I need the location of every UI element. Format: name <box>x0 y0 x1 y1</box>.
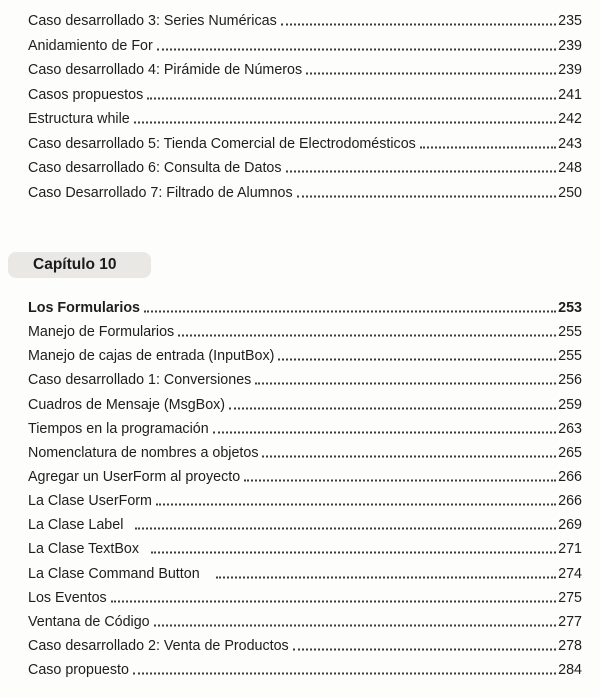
dot-leader <box>306 73 556 75</box>
toc-entry <box>28 610 582 634</box>
toc-entry <box>28 465 582 489</box>
toc-entry-page: 239 <box>558 62 582 79</box>
toc-entry-page: 278 <box>558 638 582 655</box>
toc-entry-title: La Clase TextBox <box>28 541 147 558</box>
toc-entry <box>28 34 582 59</box>
toc-entry <box>28 489 582 513</box>
toc-entry <box>28 393 582 417</box>
toc-entry-page: 241 <box>558 86 582 103</box>
toc-entry-title: Estructura while <box>28 111 130 128</box>
toc-entry-title: Caso desarrollado 6: Consulta de Datos <box>28 160 282 177</box>
toc-entry <box>28 83 582 108</box>
dot-leader <box>281 24 556 26</box>
toc-entry-page: 255 <box>558 348 582 365</box>
toc-entry <box>28 634 582 658</box>
dot-leader <box>229 407 556 409</box>
toc-entry-page: 250 <box>558 184 582 201</box>
toc-entry-title: Caso desarrollado 2: Venta de Productos <box>28 638 289 655</box>
dot-leader <box>133 673 556 675</box>
toc-entry-title: Casos propuestos <box>28 86 144 103</box>
dot-leader <box>297 195 557 197</box>
dot-leader <box>420 146 556 148</box>
dot-leader <box>157 48 556 50</box>
toc-entry-page: 242 <box>558 111 582 128</box>
toc-entry-title: Nomenclatura de nombres a objetos <box>28 444 259 461</box>
toc-entry <box>28 156 582 181</box>
chapter-heading: Capítulo 10 <box>8 252 151 278</box>
toc-entry <box>28 441 582 465</box>
dot-leader <box>278 359 556 361</box>
toc-entry-title: Caso desarrollado 5: Tienda Comercial de Electrodomésticos <box>28 135 416 152</box>
dot-leader <box>111 600 556 602</box>
dot-leader <box>144 311 556 313</box>
toc-entry <box>28 344 582 368</box>
toc-entry-page: 263 <box>558 420 582 437</box>
toc-entry <box>28 132 582 157</box>
toc-entry-title: Agregar un UserForm al proyecto <box>28 469 241 486</box>
dot-leader <box>154 624 557 626</box>
dot-leader <box>151 552 556 554</box>
toc-entry-page: 269 <box>558 517 582 534</box>
toc-entry-title: Tiempos en la programación <box>28 420 209 437</box>
toc-entry-title: Cuadros de Mensaje (MsgBox) <box>28 396 226 413</box>
dot-leader <box>156 504 556 506</box>
toc-entry <box>28 417 582 441</box>
toc-entry <box>28 9 582 34</box>
toc-entry-page: 275 <box>558 589 582 606</box>
toc-entry <box>28 181 582 206</box>
toc-entry-title: La Clase Label <box>28 517 132 534</box>
toc-entry-title: Caso propuesto <box>28 662 129 679</box>
toc-entry <box>28 658 582 682</box>
toc-entry <box>28 296 582 320</box>
dot-leader <box>135 528 556 530</box>
toc-entry-page: 248 <box>558 160 582 177</box>
toc-entry-page: 271 <box>558 541 582 558</box>
toc-entry <box>28 368 582 392</box>
toc-entry-title: Caso desarrollado 4: Pirámide de Números <box>28 62 303 79</box>
toc-entry <box>28 562 582 586</box>
toc-entry-title: Ventana de Código <box>28 613 150 630</box>
toc-entry-title: La Clase Command Button <box>28 565 212 582</box>
toc-entry <box>28 58 582 83</box>
toc-entry-title: Caso desarrollado 3: Series Numéricas <box>28 13 277 30</box>
toc-entry-page: 284 <box>558 662 582 679</box>
toc-entry-page: 265 <box>558 444 582 461</box>
dot-leader <box>216 576 557 578</box>
dot-leader <box>244 480 556 482</box>
toc-entry <box>28 586 582 610</box>
toc-entry-page: 274 <box>558 565 582 582</box>
toc-section-previous-chapter <box>28 9 582 205</box>
toc-entry-page: 255 <box>558 324 582 341</box>
toc-entry-title: Manejo de Formularios <box>28 324 175 341</box>
toc-entry-page: 239 <box>558 37 582 54</box>
dot-leader <box>147 97 556 99</box>
toc-entry-page: 266 <box>558 493 582 510</box>
toc-entry-title: La Clase UserForm <box>28 493 152 510</box>
toc-section-chapter-10 <box>28 296 582 682</box>
toc-entry-title: Los Eventos <box>28 589 107 606</box>
toc-entry-page: 266 <box>558 469 582 486</box>
dot-leader <box>134 122 556 124</box>
toc-entry-page: 243 <box>558 135 582 152</box>
toc-entry-page: 259 <box>558 396 582 413</box>
toc-entry <box>28 107 582 132</box>
dot-leader <box>178 335 556 337</box>
dot-leader <box>286 171 557 173</box>
dot-leader <box>262 455 556 457</box>
toc-entry-title: Manejo de cajas de entrada (InputBox) <box>28 348 275 365</box>
toc-entry <box>28 513 582 537</box>
toc-entry-page: 235 <box>558 13 582 30</box>
toc-entry <box>28 320 582 344</box>
toc-entry-page: 253 <box>558 300 582 317</box>
dot-leader <box>255 383 556 385</box>
toc-entry-page: 277 <box>558 613 582 630</box>
toc-entry-title: Anidamiento de For <box>28 37 153 54</box>
toc-entry-page: 256 <box>558 372 582 389</box>
toc-entry-title: Caso desarrollado 1: Conversiones <box>28 372 252 389</box>
dot-leader <box>213 431 556 433</box>
dot-leader <box>293 649 556 651</box>
toc-entry <box>28 537 582 561</box>
toc-entry-title: Los Formularios <box>28 300 141 317</box>
toc-entry-title: Caso Desarrollado 7: Filtrado de Alumnos <box>28 184 293 201</box>
